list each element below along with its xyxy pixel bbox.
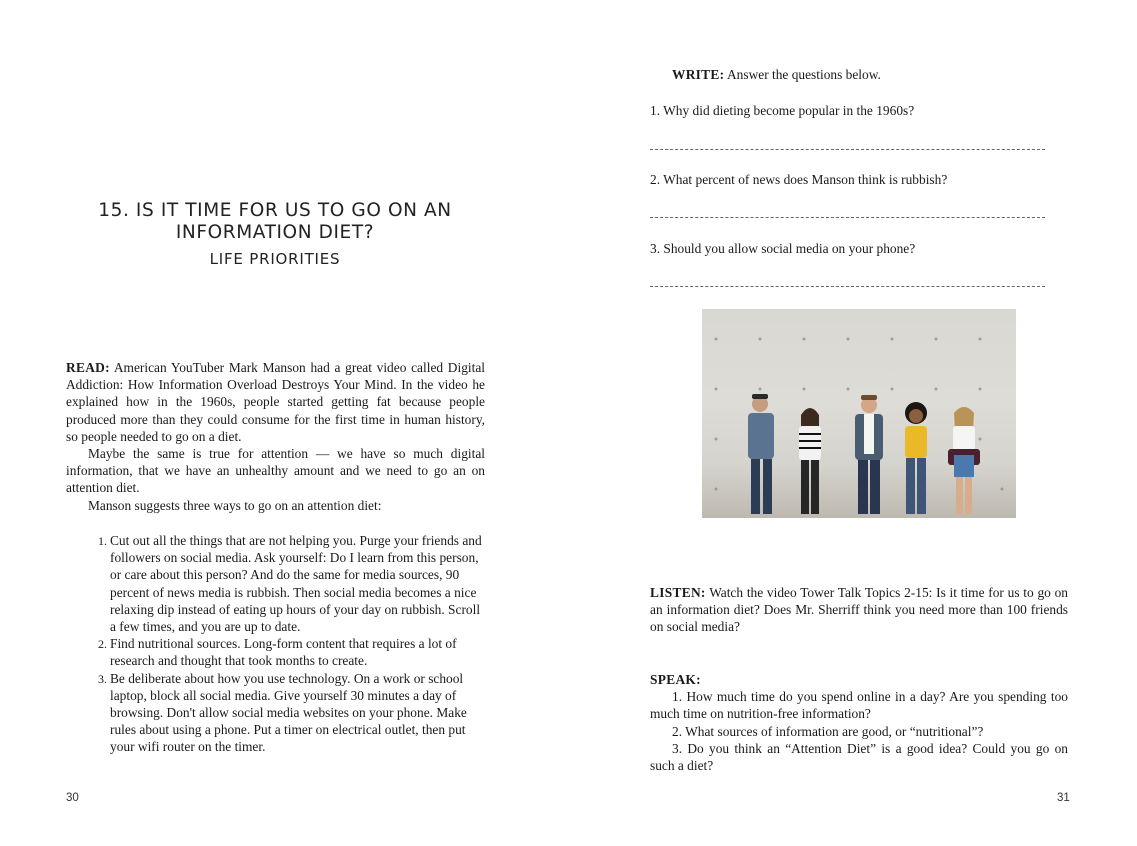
- photo-illustration: [702, 309, 1016, 518]
- write-heading: [650, 66, 1050, 83]
- read-label: READ:: [66, 360, 110, 375]
- write-label: WRITE:: [672, 67, 725, 82]
- listen-label: LISTEN:: [650, 585, 706, 600]
- answer-line-3[interactable]: [650, 286, 1045, 287]
- read-paragraph-1-text: American YouTuber Mark Manson had a great video called Digital Addiction: How Information Overload Destroys Your Mind. In the video he explained how in the 1960s, people started getting fat because people produced more than they could consume for the first time in human history, so people needed to go on a diet.: [66, 360, 485, 444]
- list-item: 3. Be deliberate about how you use technology. On a work or school laptop, block all social media. Give yourself 30 minutes a day of browsing. Don't allow social media websites on your phone. Make rules about using a phone. Put a timer on electrical outlet, then put your wifi router on the timer.: [110, 670, 486, 756]
- write-instruction: Answer the questions below.: [727, 67, 881, 82]
- speak-question-1: 1. How much time do you spend online in a day? Are you spending too much time on nutrition-free information?: [650, 689, 1068, 722]
- speak-question-2: 2. What sources of information are good, or “nutritional”?: [672, 723, 984, 739]
- chapter-title-line-1: 15. IS IT TIME FOR US TO GO ON AN: [98, 200, 452, 221]
- speak-section: [650, 671, 1068, 774]
- page-number-right: 31: [1057, 792, 1070, 804]
- question-1: 1. Why did dieting become popular in the 1960s?: [650, 103, 915, 118]
- chapter-subtitle: LIFE PRIORITIES: [209, 250, 341, 268]
- read-paragraph-1: [66, 359, 485, 445]
- list-item: 1. Cut out all the things that are not helping you. Purge your friends and followers on social media. Ask yourself: Do I learn from this person, or care about this person? And do the same for media sources, 90 percent of news media is rubbish. Then social media becomes a nice relaxing dip instead of eating up hours of your day on rubbish. Scroll a few times, and you are up to date.: [110, 532, 486, 635]
- answer-line-1[interactable]: [650, 149, 1045, 150]
- list-item: 2. Find nutritional sources. Long-form content that requires a lot of research and thought that took months to create.: [110, 635, 486, 669]
- read-section: [66, 359, 485, 514]
- read-paragraph-2: Maybe the same is true for attention — we have so much digital information, that we have an unhealthy amount and we need to go an on attention diet.: [66, 446, 485, 496]
- answer-line-2[interactable]: [650, 217, 1045, 218]
- young-people-on-phones-photo: [702, 309, 1016, 518]
- chapter-title-line-2: INFORMATION DIET?: [175, 222, 375, 243]
- speak-question-3: 3. Do you think an “Attention Diet” is a good idea? Could you go on such a diet?: [650, 740, 1068, 774]
- question-3: 3. Should you allow social media on your phone?: [650, 241, 916, 256]
- chapter-title-block: [60, 200, 490, 268]
- listen-text: Watch the video Tower Talk Topics 2-15: Is it time for us to go on an information diet? Does Mr. Sherriff think you need more than 100 friends on social media?: [650, 585, 1068, 635]
- speak-label: SPEAK:: [650, 672, 701, 687]
- question-2: 2. What percent of news does Manson think is rubbish?: [650, 172, 948, 187]
- page-number-left: 30: [66, 792, 79, 804]
- listen-section: [650, 584, 1068, 636]
- read-paragraph-3: Manson suggests three ways to go on an attention diet:: [88, 497, 382, 513]
- attention-diet-list: [66, 532, 486, 756]
